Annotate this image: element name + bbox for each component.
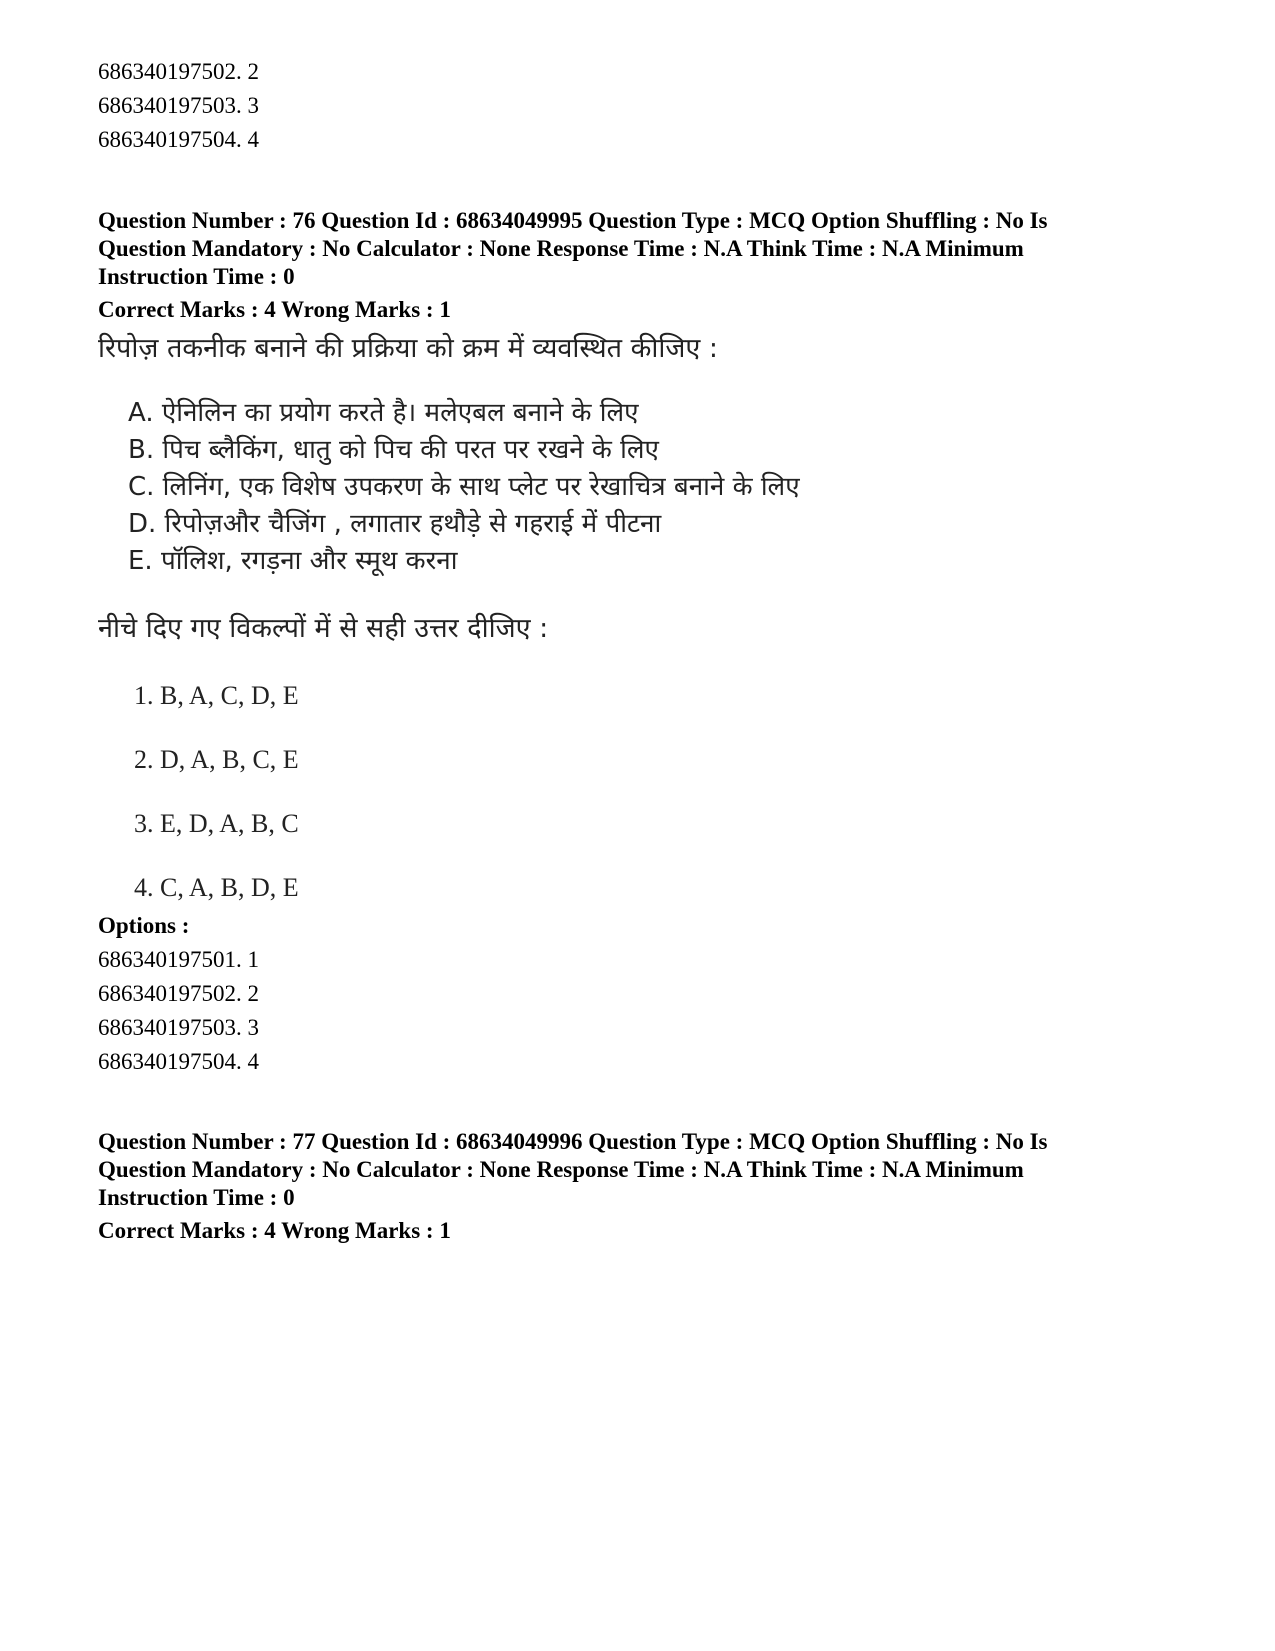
q77-header-line3: Instruction Time : 0 [98,1185,295,1210]
q76-header-line1: Question Number : 76 Question Id : 68634049995 Question Type : MCQ Option Shuffling : No Is [98,208,1048,233]
q76-options-label: Options : [98,913,190,938]
q76-choice-2: 2. D, A, B, C, E [134,745,299,774]
q76-option-2: 686340197502. 2 [98,981,259,1006]
q76-statement-e: E. पॉलिश, रगड़ना और स्मूथ करना [128,546,458,576]
q77-header-line1: Question Number : 77 Question Id : 68634049996 Question Type : MCQ Option Shuffling : No Is [98,1129,1048,1154]
q76-choice-4: 4. C, A, B, D, E [134,873,299,902]
q76-option-4: 686340197504. 4 [98,1049,259,1074]
q76-statement-d: D. रिपोज़और चैजिंग , लगातार हथौड़े से गहराई में पीटना [128,509,662,539]
q76-question-text: रिपोज़ तकनीक बनाने की प्रक्रिया को क्रम में व्यवस्थित कीजिए : [98,333,718,364]
q76-statement-c: C. लिनिंग, एक विशेष उपकरण के साथ प्लेट पर रेखाचित्र बनाने के लिए [128,472,800,502]
q76-option-3: 686340197503. 3 [98,1015,259,1040]
q76-header-line3: Instruction Time : 0 [98,264,295,289]
q76-header-line2: Question Mandatory : No Calculator : None Response Time : N.A Think Time : N.A Minimum [98,236,1024,261]
q76-instruction: नीचे दिए गए विकल्पों में से सही उत्तर दीजिए : [98,613,549,644]
prev-option-4: 686340197504. 4 [98,127,259,152]
prev-option-3: 686340197503. 3 [98,93,259,118]
q76-statement-b: B. पिच ब्लैकिंग, धातु को पिच की परत पर रखने के लिए [128,435,659,465]
q77-header-line2: Question Mandatory : No Calculator : None Response Time : N.A Think Time : N.A Minimum [98,1157,1024,1182]
q76-statement-a: A. ऐनिलिन का प्रयोग करते है। मलेएबल बनाने के लिए [128,398,639,428]
prev-option-2: 686340197502. 2 [98,59,259,84]
q77-marks: Correct Marks : 4 Wrong Marks : 1 [98,1218,451,1243]
q76-option-1: 686340197501. 1 [98,947,259,972]
q76-marks: Correct Marks : 4 Wrong Marks : 1 [98,297,451,322]
q76-choice-1: 1. B, A, C, D, E [134,681,299,710]
q76-choice-3: 3. E, D, A, B, C [134,809,299,838]
